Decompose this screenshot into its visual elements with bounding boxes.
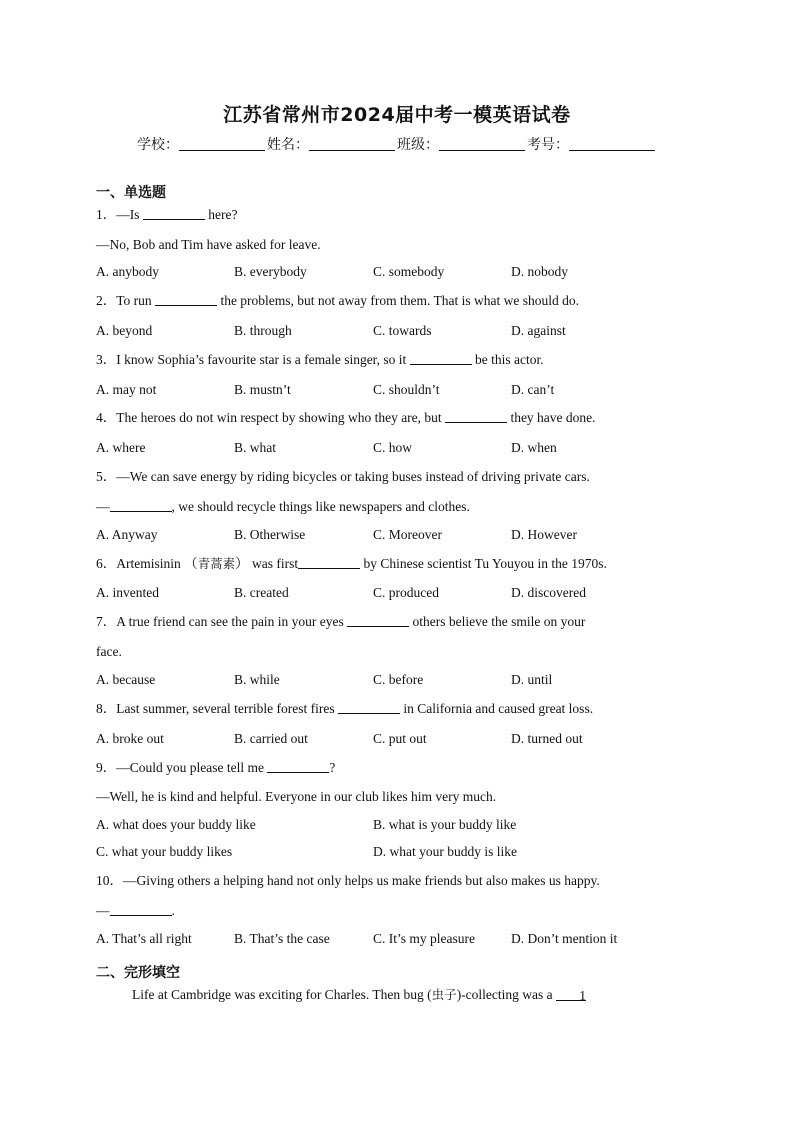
q3-option-a: A. may not — [96, 382, 157, 397]
q2-option-c: C. towards — [373, 323, 432, 338]
q8-option-b: B. carried out — [234, 731, 308, 746]
q6-option-b: B. created — [234, 585, 289, 600]
q10-option-b: B. That’s the case — [234, 931, 330, 946]
answer-blank — [298, 555, 360, 569]
exam-title: 江苏省常州市2024届中考一模英语试卷 — [223, 104, 571, 126]
section-heading-single-choice: 一、单选题 — [96, 185, 166, 201]
q1-option-d: D. nobody — [511, 264, 568, 279]
q8-option-a: A. broke out — [96, 731, 164, 746]
q9-option-c: C. what your buddy likes — [96, 844, 233, 859]
q1-option-a: A. anybody — [96, 264, 159, 279]
q8-option-c: C. put out — [373, 731, 427, 746]
question-9-reply: —Well, he is kind and helpful. Everyone in our club likes him very much. — [96, 789, 497, 804]
q4-option-c: C. how — [373, 440, 413, 455]
q8-option-d: D. turned out — [511, 731, 583, 746]
q2-option-d: D. against — [511, 323, 566, 338]
q2-option-b: B. through — [234, 323, 292, 338]
answer-blank — [410, 351, 472, 365]
answer-blank — [338, 700, 400, 714]
q10-option-d: D. Don’t mention it — [511, 931, 618, 946]
q4-option-d: D. when — [511, 440, 557, 455]
answer-blank — [110, 902, 172, 916]
q5-option-b: B. Otherwise — [234, 527, 306, 542]
question-9: 9．—Could you please tell me ? — [96, 760, 336, 775]
q5-option-c: C. Moreover — [373, 527, 442, 542]
q9-option-d: D. what your buddy is like — [373, 844, 517, 859]
question-7-cont: face. — [96, 644, 122, 659]
number-label: 考号： — [527, 137, 569, 153]
school-blank[interactable] — [179, 136, 265, 151]
question-8: 8．Last summer, several terrible forest fires in California and caused great loss. — [96, 701, 594, 716]
q7-option-c: C. before — [373, 672, 424, 687]
q6-option-c: C. produced — [373, 585, 439, 600]
answer-blank — [445, 409, 507, 423]
cloze-passage-line: Life at Cambridge was exciting for Charles. Then bug (虫子)-collecting was a 1 — [132, 987, 587, 1003]
q1-option-c: C. somebody — [373, 264, 445, 279]
question-3: 3．I know Sophia’s favourite star is a female singer, so it be this actor. — [96, 352, 544, 367]
question-5-reply: — , we should recycle things like newspapers and clothes. — [96, 499, 470, 514]
q7-option-d: D. until — [511, 672, 553, 687]
answer-blank — [110, 498, 172, 512]
q3-option-d: D. can’t — [511, 382, 555, 397]
class-blank[interactable] — [439, 136, 525, 151]
question-7: 7．A true friend can see the pain in your eyes others believe the smile on your — [96, 614, 586, 629]
q7-option-a: A. because — [96, 672, 156, 687]
q5-option-d: D. However — [511, 527, 577, 542]
student-info-line — [0, 134, 794, 154]
number-blank[interactable] — [569, 136, 655, 151]
cloze-blank-1: 1 — [556, 987, 586, 1001]
question-2: 2．To run the problems, but not away from them. That is what we should do. — [96, 293, 580, 308]
question-1-reply: —No, Bob and Tim have asked for leave. — [96, 237, 321, 252]
question-10-reply: — . — [96, 903, 175, 918]
q9-option-b: B. what is your buddy like — [373, 817, 517, 832]
question-10: 10．—Giving others a helping hand not only helps us make friends but also makes us happy. — [96, 873, 600, 888]
answer-blank — [347, 613, 409, 627]
name-label: 姓名： — [267, 137, 309, 153]
q6-option-d: D. discovered — [511, 585, 586, 600]
q2-option-a: A. beyond — [96, 323, 153, 338]
q6-option-a: A. invented — [96, 585, 159, 600]
q5-option-a: A. Anyway — [96, 527, 158, 542]
answer-blank — [155, 292, 217, 306]
q9-option-a: A. what does your buddy like — [96, 817, 256, 832]
question-6: 6．Artemisinin （青蒿素） was first by Chinese scientist Tu Youyou in the 1970s. — [96, 556, 607, 571]
q3-option-c: C. shouldn’t — [373, 382, 440, 397]
q4-option-b: B. what — [234, 440, 276, 455]
question-4: 4．The heroes do not win respect by showing who they are, but they have done. — [96, 410, 596, 425]
question-1: 1．—Is here? — [96, 207, 238, 222]
q10-option-c: C. It’s my pleasure — [373, 931, 475, 946]
answer-blank — [267, 759, 329, 773]
q10-option-a: A. That’s all right — [96, 931, 192, 946]
class-label: 班级： — [397, 137, 439, 153]
q4-option-a: A. where — [96, 440, 146, 455]
section-heading-cloze: 二、完形填空 — [96, 965, 180, 981]
answer-blank — [143, 206, 205, 220]
q3-option-b: B. mustn’t — [234, 382, 291, 397]
school-label: 学校： — [137, 137, 179, 153]
q1-option-b: B. everybody — [234, 264, 307, 279]
question-5: 5．—We can save energy by riding bicycles or taking buses instead of driving private cars. — [96, 469, 590, 484]
q7-option-b: B. while — [234, 672, 280, 687]
name-blank[interactable] — [309, 136, 395, 151]
